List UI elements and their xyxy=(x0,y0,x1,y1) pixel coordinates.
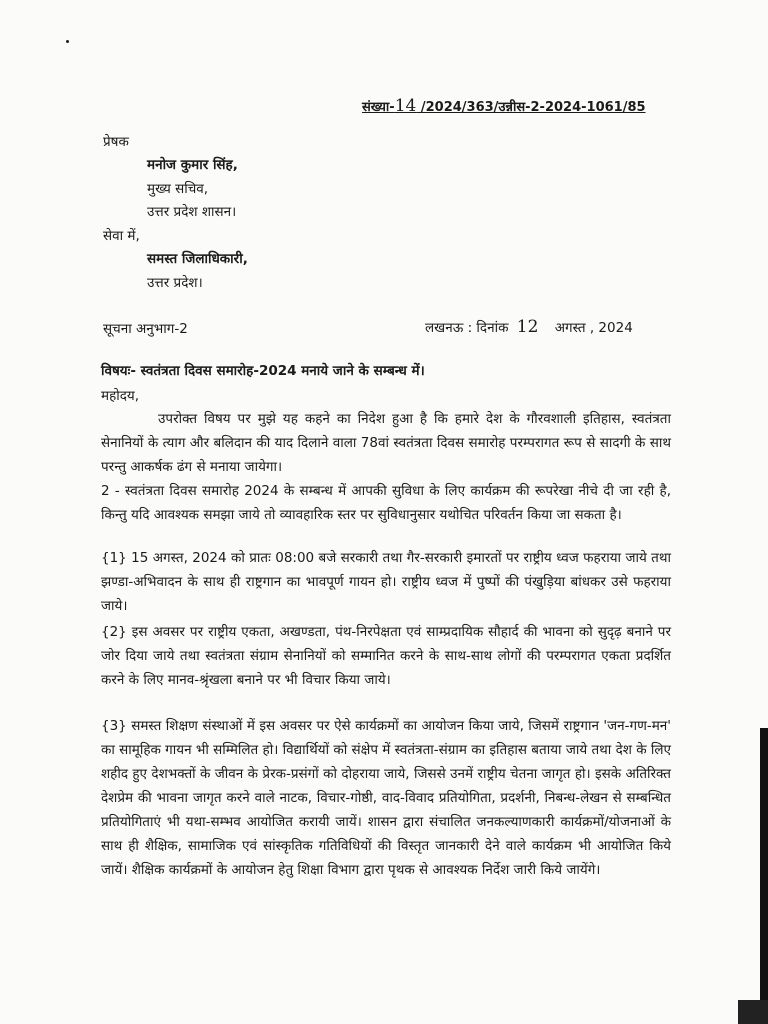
recipient-name: समस्त जिलाधिकारी, xyxy=(147,251,248,267)
salutation: महोदय, xyxy=(101,388,140,404)
paragraph-3: {1} 15 अगस्त, 2024 को प्रातः 08:00 बजे सरकारी तथा गैर-सरकारी इमारतों पर राष्ट्रीय ध्वज फहराया जाये तथा झण्डा-अभिवादन के साथ ही राष्ट्रगान का भावपूर्ण गायन हो। राष्ट्रीय ध्वज में पुष्पों की पंखुड़िया बांधकर उसे फहराया जाये। xyxy=(101,550,671,614)
letter-date xyxy=(425,318,633,337)
paragraph-4: {2} इस अवसर पर राष्ट्रीय एकता, अखण्डता, पंथ-निरपेक्षता एवं साम्प्रदायिक सौहार्द की भावना को सुदृढ़ बनाने पर जोर दिया जाये तथा स्वतंत्रता संग्राम सेनानियों को सम्मानित करने के साथ-साथ लोगों की परम्परागत एकता प्रदर्शित करने के लिए मानव-श्रृंखला बनाने पर भी विचार किया जाये। xyxy=(101,624,671,688)
paragraph-2: 2 - स्वतंत्रता दिवस समारोह 2024 के सम्बन्ध में आपकी सुविधा के लिए कार्यक्रम की रूपरेखा नीचे दी जा रही है, किन्तु यदि आवश्यक समझा जाये तो व्यावहारिक स्तर पर सुविधानुसार यथोचित परिवर्तन किया जा सकता है। xyxy=(101,483,671,523)
sender-label: प्रेषक xyxy=(103,134,129,150)
subject-line: विषयः- स्वतंत्रता दिवस समारोह-2024 मनाये जाने के सम्बन्ध में। xyxy=(101,363,425,379)
recipient-location: उत्तर प्रदेश। xyxy=(147,275,203,291)
scan-corner-shadow xyxy=(738,1000,768,1024)
paragraph-1: उपरोक्त विषय पर मुझे यह कहने का निदेश हुआ है कि हमारे देश के गौरवशाली इतिहास, स्वतंत्रता सेनानियों के त्याग और बलिदान की याद दिलाने वाला 78वां स्वतंत्रता दिवस समारोह परम्परागत रूप से सादगी के साथ परन्तु आकर्षक ढंग से मनाया जायेगा। xyxy=(101,411,671,475)
sender-designation: मुख्य सचिव, xyxy=(147,181,209,197)
scan-edge-shadow xyxy=(760,728,768,1024)
sender-office: उत्तर प्रदेश शासन। xyxy=(147,204,237,220)
section-name: सूचना अनुभाग-2 xyxy=(103,321,188,337)
date-prefix: लखनऊ : दिनांक xyxy=(425,320,509,336)
reference-number xyxy=(362,97,646,117)
reference-prefix: संख्या- xyxy=(362,100,395,115)
reference-handwritten-number: 14 xyxy=(394,96,417,116)
date-day-handwritten: 12 xyxy=(516,317,539,337)
scan-speck xyxy=(66,40,69,43)
paragraph-5: {3} समस्त शिक्षण संस्थाओं में इस अवसर पर ऐसे कार्यक्रमों का आयोजन किया जाये, जिसमें राष्ट्रगान 'जन-गण-मन' का सामूहिक गायन भी सम्मिलित हो। विद्यार्थियों को संक्षेप में स्वतंत्रता-संग्राम का इतिहास बताया जाये तथा देश के लिए शहीद हुए देशभक्तों के जीवन के प्रेरक-प्रसंगों को दोहराया जाये, जिससे उनमें राष्ट्रीय चेतना जागृत हो। इसके अतिरिक्त देशप्रेम की भावना जागृत करने वाले नाटक, विचार-गोष्ठी, वाद-विवाद प्रतियोगिता, प्रदर्शनी, निबन्ध-लेखन से सम्बन्धित प्रतियोगिताएं भी यथा-सम्भव आयोजित करायी जायें। शासन द्वारा संचालित जनकल्याणकारी कार्यक्रमों/योजनाओं के साथ ही शैक्षिक, सामाजिक एवं सांस्कृतिक गतिविधियों की विस्तृत जानकारी देने वाले कार्यक्रम भी आयोजित किये जायें। शैक्षिक कार्यक्रमों के आयोजन हेतु शिक्षा विभाग द्वारा पृथक से आवश्यक निर्देश जारी किये जायेंगे। xyxy=(101,718,671,878)
sender-name: मनोज कुमार सिंह, xyxy=(147,157,238,173)
reference-suffix: /2024/363/उन्नीस-2-2024-1061/85 xyxy=(416,100,646,115)
date-month-year: अगस्त , 2024 xyxy=(554,320,633,336)
recipient-label: सेवा में, xyxy=(103,228,140,244)
